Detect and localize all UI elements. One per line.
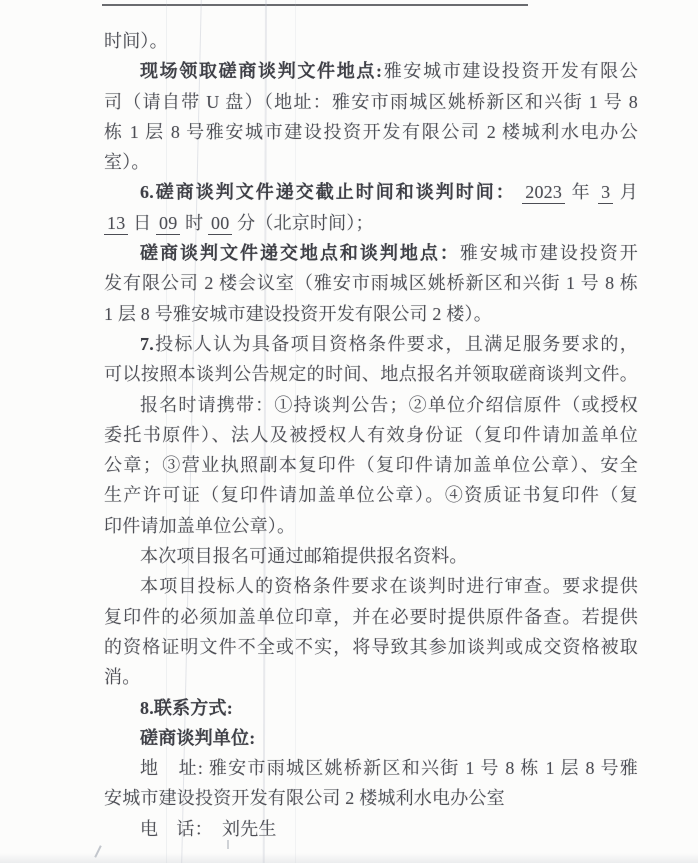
text-segment: 的资格证明文件不全或不实，将导致其参加谈判或成交资格被取 (104, 636, 638, 657)
text-segment: 年 (565, 182, 599, 203)
text-segment: 印件请加盖单位公章）。 (104, 515, 296, 536)
text-line (104, 147, 638, 177)
text-line (104, 693, 638, 723)
text-line (104, 117, 638, 147)
text-line (104, 177, 638, 207)
underlined-value: 2023 (522, 182, 565, 204)
text-segment: 安城市建设投资开发有限公司 2 楼城利水电办公室 (104, 788, 505, 809)
text-segment: 本次项目报名可通过邮箱提供报名资料。 (140, 546, 468, 567)
text-segment: 司（请自带 U 盘）（地址：雅安市雨城区姚桥新区和兴街 1 号 8 (104, 91, 638, 112)
text-line (104, 56, 638, 86)
text-segment: 委托书原件）、法人及被授权人有效身份证（复印件请加盖单位 (104, 424, 638, 445)
text-line (104, 359, 638, 389)
text-line (104, 814, 638, 844)
text-line (104, 208, 638, 238)
text-line (104, 26, 638, 56)
text-segment: 发有限公司 2 楼会议室（雅安市雨城区姚桥新区和兴街 1 号 8 栋 (104, 273, 638, 294)
text-line (104, 783, 638, 813)
bold-label: 6.磋商谈判文件递交截止时间和谈判时间： (140, 182, 516, 203)
underlined-value: 09 (156, 213, 180, 235)
text-line (104, 87, 638, 117)
text-segment: 分（北京时间）； (232, 212, 374, 233)
text-line (104, 420, 638, 450)
text-segment: 日 (128, 212, 157, 233)
text-line (104, 632, 638, 662)
bold-label: 现场领取磋商谈判文件地点: (140, 61, 383, 82)
text-line (104, 662, 638, 692)
text-segment: 公章；③营业执照副本复印件（复印件请加盖单位公章）、安全 (104, 455, 638, 476)
text-segment: 1 层 8 号雅安城市建设投资开发有限公司 2 楼）。 (104, 303, 492, 324)
underlined-value: 00 (208, 213, 232, 235)
text-segment: 雅安城市建设投资开发有限公 (382, 61, 638, 82)
text-segment: 雅安城市建设投资开 (459, 243, 638, 264)
text-segment: 电 话： 刘先生 (140, 818, 277, 839)
underlined-value: 3 (598, 182, 613, 204)
text-segment: 时 (180, 212, 209, 233)
text-segment: 月 (613, 182, 638, 203)
document-body (104, 26, 638, 844)
text-line (104, 329, 638, 359)
text-line (104, 238, 638, 268)
text-line (104, 602, 638, 632)
text-line (104, 541, 638, 571)
text-segment: 报名时请携带：①持谈判公告；②单位介绍信原件（或授权 (140, 394, 638, 415)
text-line (104, 571, 638, 601)
scan-mark (227, 840, 229, 849)
text-line (104, 723, 638, 753)
text-line (104, 511, 638, 541)
text-line (104, 480, 638, 510)
text-segment: 栋 1 层 8 号雅安城市建设投资开发有限公司 2 楼城利水电办公 (104, 121, 638, 142)
text-line (104, 299, 638, 329)
text-segment: 生产许可证（复印件请加盖单位公章）。④资质证书复印件（复 (104, 485, 638, 506)
text-line (104, 268, 638, 298)
underlined-value: 13 (104, 213, 128, 235)
scan-bottom-edge (0, 853, 698, 863)
bold-label: 7. (140, 333, 154, 354)
text-line (104, 450, 638, 480)
bold-label: 8.联系方式: (140, 697, 233, 718)
text-segment: 时间）。 (104, 31, 168, 51)
text-segment: 室）。 (104, 152, 150, 173)
bold-label: 磋商谈判文件递交地点和谈判地点： (140, 243, 460, 264)
text-segment: 复印件的必须加盖单位印章，并在必要时提供原件备查。若提供 (104, 606, 638, 627)
text-segment: 消。 (104, 667, 141, 688)
text-line (104, 390, 638, 420)
text-segment: 本项目投标人的资格条件要求在谈判时进行审查。要求提供 (140, 576, 638, 597)
text-line (104, 753, 638, 783)
text-segment: 地 址: 雅安市雨城区姚桥新区和兴街 1 号 8 栋 1 层 8 号雅 (140, 758, 638, 779)
bold-label: 磋商谈判单位: (140, 727, 256, 748)
text-segment: 投标人认为具备项目资格条件要求，且满足服务要求的， (153, 333, 638, 354)
text-segment: 可以按照本谈判公告规定的时间、地点报名并领取磋商谈判文件。 (104, 364, 638, 385)
